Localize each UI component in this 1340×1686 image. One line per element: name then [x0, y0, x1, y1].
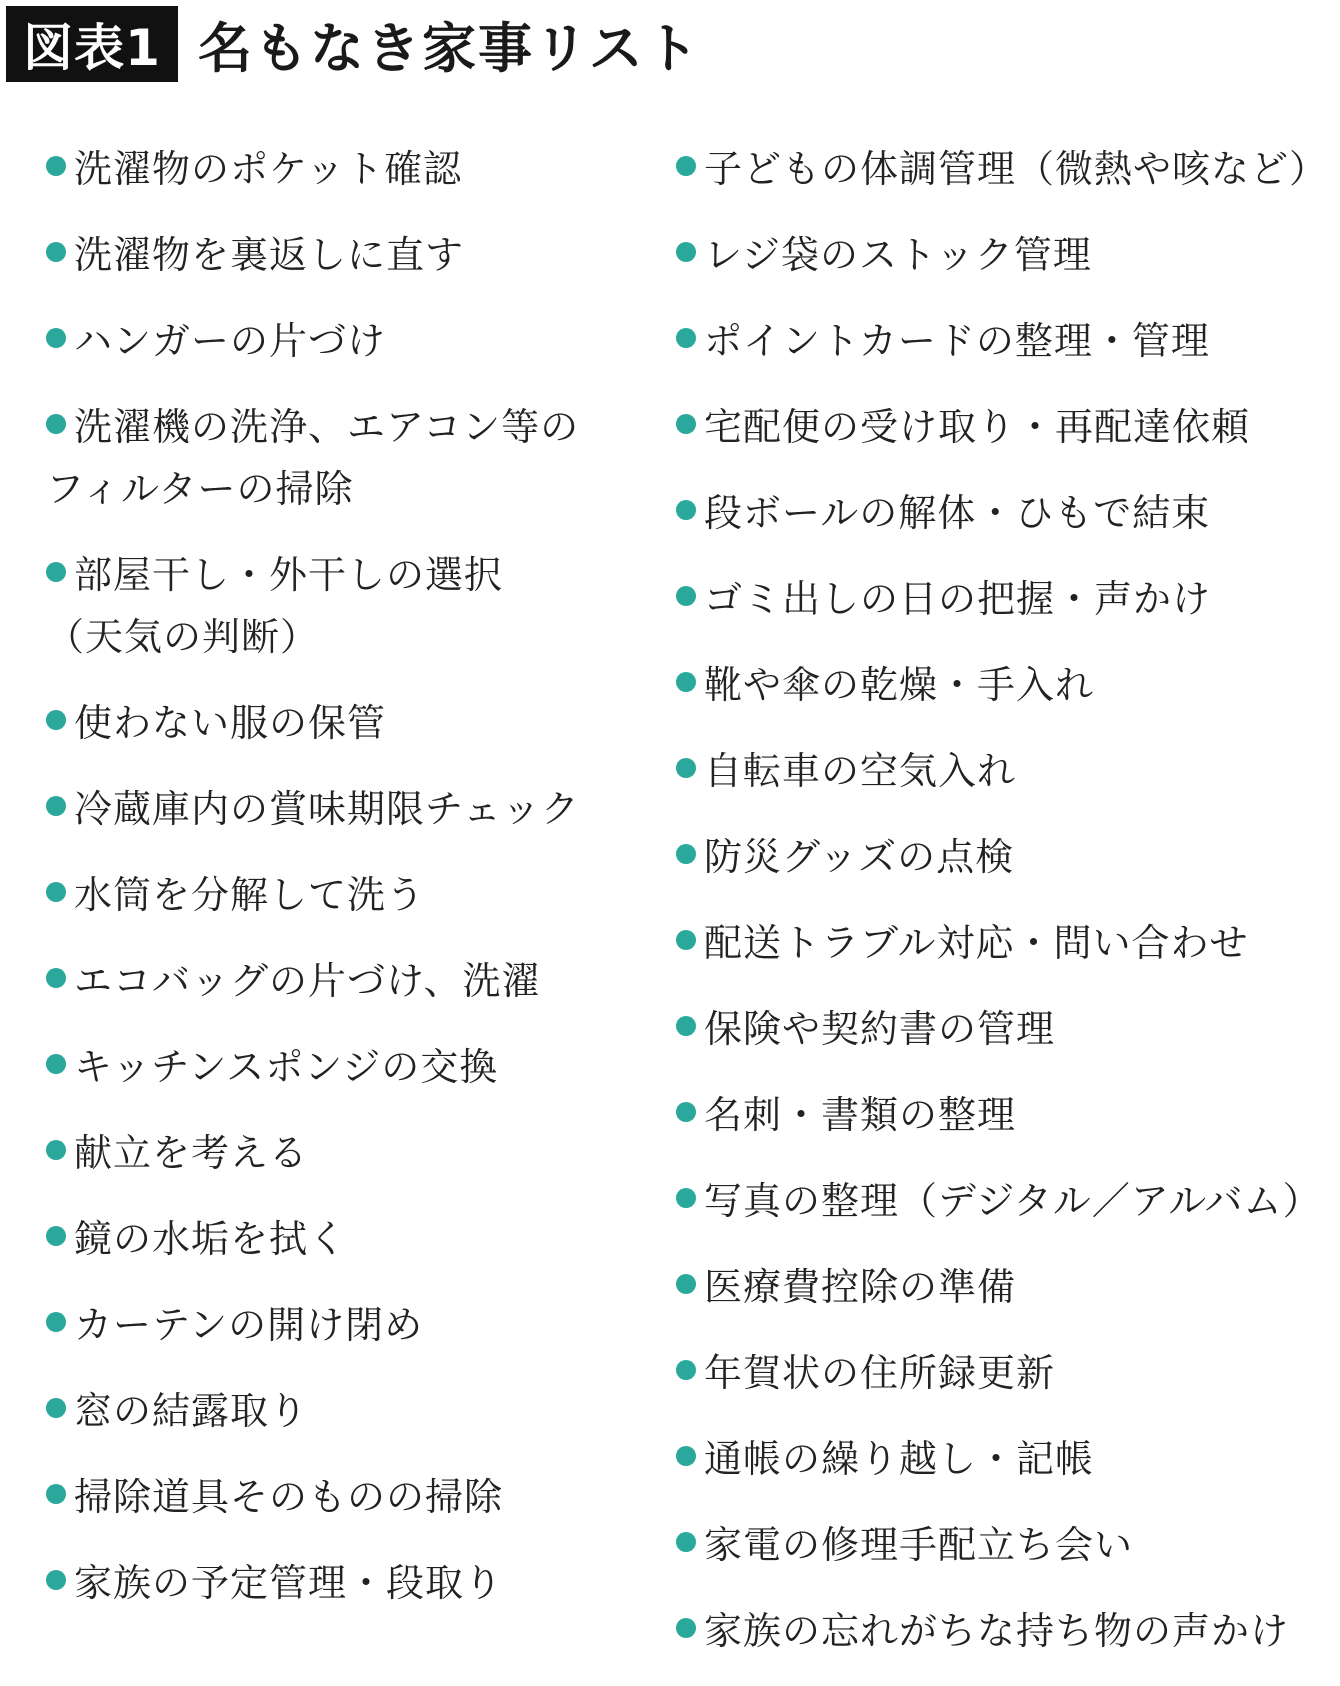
bullet-dot-icon — [676, 1102, 696, 1122]
left-column-list — [46, 138, 636, 1638]
list-item-continuation: （天気の判断） — [46, 615, 320, 659]
bullet-dot-icon — [46, 1398, 66, 1418]
bullet-dot-icon — [676, 1188, 696, 1208]
bullet-dot-icon — [676, 758, 696, 778]
bullet-dot-icon — [46, 562, 66, 582]
bullet-dot-icon — [46, 882, 66, 902]
bullet-dot-icon — [676, 1360, 696, 1380]
bullet-dot-icon — [676, 242, 696, 262]
list-item: 自転車の空気入れ — [676, 740, 1326, 802]
list-item: 家族の予定管理・段取り — [46, 1552, 636, 1614]
list-item: レジ袋のストック管理 — [676, 224, 1326, 286]
figure-number-badge: 図表1 — [6, 6, 178, 82]
bullet-dot-icon — [676, 930, 696, 950]
list-item-continuation: フィルターの掃除 — [46, 467, 354, 511]
bullet-dot-icon — [46, 1140, 66, 1160]
bullet-dot-icon — [46, 242, 66, 262]
list-item: 年賀状の住所録更新 — [676, 1342, 1326, 1404]
list-item: 鏡の水垢を拭く — [46, 1208, 636, 1270]
list-item: 部屋干し・外干しの選択 （天気の判断） — [46, 544, 636, 668]
list-item: 掃除道具そのものの掃除 — [46, 1466, 636, 1528]
list-item: ポイントカードの整理・管理 — [676, 310, 1326, 372]
list-item: 水筒を分解して洗う — [46, 864, 636, 926]
right-column-list — [676, 138, 1329, 1686]
bullet-dot-icon — [46, 1570, 66, 1590]
list-item: ゴミ出しの日の把握・声かけ — [676, 568, 1326, 630]
figure-header — [6, 6, 701, 82]
bullet-dot-icon — [46, 156, 66, 176]
list-item: 家電の修理手配立ち会い — [676, 1514, 1326, 1576]
list-item: 防災グッズの点検 — [676, 826, 1326, 888]
list-item: 靴や傘の乾燥・手入れ — [676, 654, 1326, 716]
list-item: ハンガーの片づけ — [46, 310, 636, 372]
list-item: 献立を考える — [46, 1122, 636, 1184]
bullet-dot-icon — [676, 844, 696, 864]
list-item: 洗濯物のポケット確認 — [46, 138, 636, 200]
list-item: 使わない服の保管 — [46, 692, 636, 754]
bullet-dot-icon — [676, 414, 696, 434]
bullet-dot-icon — [676, 1446, 696, 1466]
bullet-dot-icon — [676, 586, 696, 606]
bullet-dot-icon — [676, 1016, 696, 1036]
list-item: 家族の忘れがちな持ち物の声かけ — [676, 1600, 1326, 1662]
bullet-dot-icon — [676, 500, 696, 520]
list-item: 窓の結露取り — [46, 1380, 636, 1442]
list-item: カーテンの開け閉め — [46, 1294, 636, 1356]
bullet-dot-icon — [676, 1618, 696, 1638]
bullet-dot-icon — [46, 1312, 66, 1332]
list-item: 配送トラブル対応・問い合わせ — [676, 912, 1326, 974]
list-item: 洗濯機の洗浄、エアコン等の フィルターの掃除 — [46, 396, 636, 520]
list-item: エコバッグの片づけ、洗濯 — [46, 950, 636, 1012]
bullet-dot-icon — [676, 156, 696, 176]
list-item: 宅配便の受け取り・再配達依頼 — [676, 396, 1326, 458]
bullet-dot-icon — [46, 796, 66, 816]
bullet-dot-icon — [676, 328, 696, 348]
bullet-dot-icon — [46, 1054, 66, 1074]
list-item: キッチンスポンジの交換 — [46, 1036, 636, 1098]
list-item: 段ボールの解体・ひもで結束 — [676, 482, 1326, 544]
bullet-dot-icon — [46, 1484, 66, 1504]
list-item: 洗濯物を裏返しに直す — [46, 224, 636, 286]
list-item: 写真の整理（デジタル／アルバム） — [676, 1170, 1326, 1232]
bullet-dot-icon — [46, 710, 66, 730]
list-item: 通帳の繰り越し・記帳 — [676, 1428, 1326, 1490]
list-item: 子どもの体調管理（微熱や咳など） — [676, 138, 1326, 200]
list-item: 名刺・書類の整理 — [676, 1084, 1326, 1146]
bullet-dot-icon — [46, 414, 66, 434]
page-title: 名もなき家事リスト — [198, 16, 701, 80]
list-item: 保険や契約書の管理 — [676, 998, 1326, 1060]
bullet-dot-icon — [46, 968, 66, 988]
bullet-dot-icon — [676, 1532, 696, 1552]
bullet-dot-icon — [46, 1226, 66, 1246]
list-item: 医療費控除の準備 — [676, 1256, 1326, 1318]
bullet-dot-icon — [46, 328, 66, 348]
bullet-dot-icon — [676, 1274, 696, 1294]
list-item: 冷蔵庫内の賞味期限チェック — [46, 778, 636, 840]
bullet-dot-icon — [676, 672, 696, 692]
